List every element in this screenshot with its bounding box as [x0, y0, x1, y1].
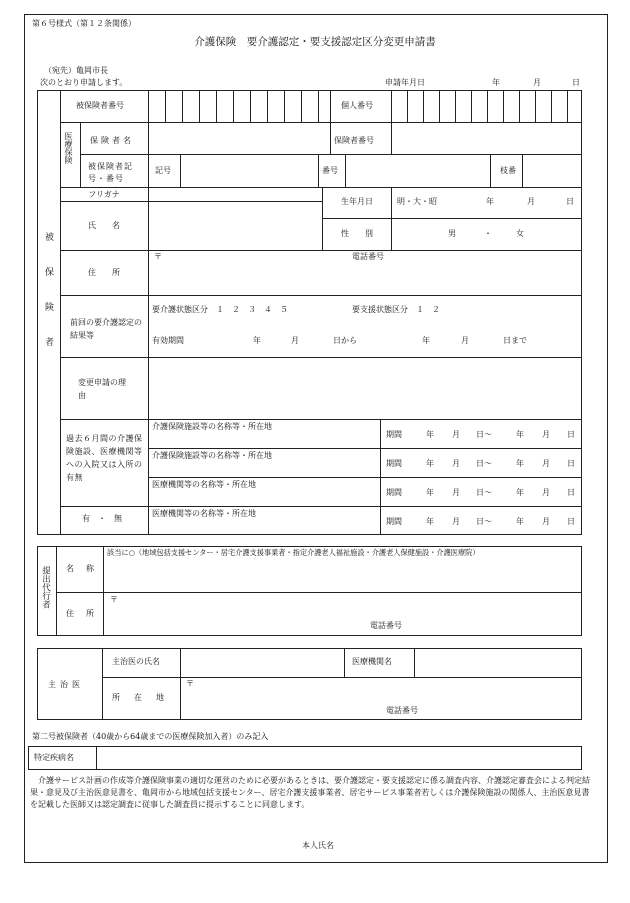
- sex-label: 性 別: [341, 229, 377, 238]
- app-year-label: 年: [492, 78, 500, 87]
- facility-3-year-from: 年: [426, 488, 434, 497]
- facility-2-label: 介護保険施設等の名称等・所在地: [152, 451, 272, 460]
- facility-2-day-to: 日: [567, 459, 575, 468]
- consent-text: 介護サービス計画の作成等介護保険事業の適切な運営のために必要があるときは、要介護認定・要支援認定に係る調査内容、介護認定審査会による判定結果・意見及び主治医意見書を、亀岡市から地域包括支援センター、居宅介護支援事業者、居宅サービス事業者若しくは介護保険施設の関係人、主治医意見書を記載した医師又は認定調査に従事した調査員に提示することに同意します。: [30, 776, 590, 809]
- facility-4-day-to: 日: [567, 517, 575, 526]
- facility-3-label: 医療機関等の名称等・所在地: [152, 480, 256, 489]
- insured-section-label: 被保険者: [43, 232, 53, 372]
- facility-3-tilde: 日～: [476, 488, 492, 497]
- facility-4-tilde: 日～: [476, 517, 492, 526]
- agent-phone-label: 電話番号: [370, 621, 402, 630]
- valid-period-label: 有効期間: [152, 336, 184, 345]
- facility-1-year-to: 年: [516, 430, 524, 439]
- birth-year-label: 年: [486, 197, 494, 206]
- vp-from-month: 月: [291, 336, 299, 345]
- doctor-name-label: 主治医の氏名: [112, 657, 160, 666]
- hospital-history-label: 過去６月間の介護保険施設、医療機関等への入院又は入所の有無: [66, 434, 143, 482]
- addressee: （宛先）亀岡市長: [44, 66, 108, 75]
- birth-month-label: 月: [527, 197, 535, 206]
- insurer-name-label: 保険者名: [90, 136, 134, 145]
- facility-1-label: 介護保険施設等の名称等・所在地: [152, 422, 272, 431]
- facility-2-year-to: 年: [516, 459, 524, 468]
- facility-3-day-to: 日: [567, 488, 575, 497]
- symbol-label: 記号: [155, 166, 171, 175]
- care-levels[interactable]: 要介護状態区分 １ ２ ３ ４ ５: [152, 305, 288, 314]
- personal-number-label: 個人番号: [341, 101, 373, 110]
- facility-3-month-from: 月: [452, 488, 460, 497]
- application-date-label: 申請年月日: [385, 78, 425, 87]
- insured-number-label: 被保険者番号: [76, 101, 124, 110]
- doctor-section-label: 主治医: [48, 680, 84, 689]
- facility-4-month-to: 月: [542, 517, 550, 526]
- vp-until-month: 月: [461, 336, 469, 345]
- furigana-label: フリガナ: [88, 190, 120, 199]
- facility-4-year-from: 年: [426, 517, 434, 526]
- facility-3-period-label: 期間: [386, 488, 402, 497]
- facility-1-tilde: 日～: [476, 430, 492, 439]
- signature-label: 本人氏名: [302, 841, 334, 850]
- facility-1-year-from: 年: [426, 430, 434, 439]
- intro-text: 次のとおり申請します。: [40, 78, 128, 87]
- facility-4-period-label: 期間: [386, 517, 402, 526]
- agent-section: [37, 546, 582, 636]
- facility-3-month-to: 月: [542, 488, 550, 497]
- facility-1-month-from: 月: [452, 430, 460, 439]
- facility-1-day-to: 日: [567, 430, 575, 439]
- doctor-postal-mark: 〒: [186, 679, 194, 688]
- insurer-number-label: 保険者番号: [334, 136, 374, 145]
- insured-symbol-number-label: 被保険者記号・番号: [88, 162, 133, 183]
- address-phone-label: 電話番号: [352, 252, 384, 261]
- app-day-label: 日: [572, 78, 580, 87]
- facility-1-period-label: 期間: [386, 430, 402, 439]
- facility-2-month-to: 月: [542, 459, 550, 468]
- facility-2-tilde: 日～: [476, 459, 492, 468]
- name-label: 氏 名: [88, 221, 124, 230]
- institution-name-label: 医療機関名: [352, 657, 392, 666]
- vp-until-year: 年: [422, 336, 430, 345]
- second-insured-note: 第二号被保険者（40歳から64歳までの医療保険加入者）のみ記入: [32, 732, 269, 741]
- birth-day-label: 日: [566, 197, 574, 206]
- branch-number-label: 枝番: [500, 166, 516, 175]
- birth-date-label: 生年月日: [341, 197, 373, 206]
- disease-name-label: 特定疾病名: [34, 753, 74, 762]
- form-number: 第６号様式（第１２条関係）: [32, 19, 136, 28]
- facility-4-label: 医療機関等の名称等・所在地: [152, 509, 256, 518]
- agent-postal-mark: 〒: [110, 595, 118, 604]
- vp-from-label: 日から: [333, 336, 357, 345]
- facility-3-year-to: 年: [516, 488, 524, 497]
- disease-row: [28, 746, 582, 770]
- address-postal-mark: 〒: [154, 252, 162, 261]
- address-label: 住 所: [88, 268, 124, 277]
- medical-insurance-label: 医療保険: [64, 132, 73, 164]
- yes-no-options[interactable]: 有 ・ 無: [82, 514, 122, 523]
- agent-name-label: 名 称: [66, 564, 96, 573]
- doctor-location-label: 所 在 地: [112, 693, 167, 702]
- form-title: 介護保険 要介護認定・要支援認定区分変更申請書: [194, 36, 436, 48]
- agent-section-label: 提出代行者: [40, 566, 51, 609]
- vp-until-label: 日まで: [503, 336, 527, 345]
- app-month-label: 月: [533, 78, 541, 87]
- sex-male-option[interactable]: 男: [448, 229, 456, 238]
- facility-2-period-label: 期間: [386, 459, 402, 468]
- agent-address-label: 住 所: [66, 609, 96, 618]
- prev-result-label: 前回の要介護認定の結果等: [70, 318, 142, 340]
- facility-4-year-to: 年: [516, 517, 524, 526]
- facility-2-month-from: 月: [452, 459, 460, 468]
- era-options[interactable]: 明・大・昭: [397, 197, 437, 206]
- sex-female-option[interactable]: 女: [516, 229, 524, 238]
- facility-1-month-to: 月: [542, 430, 550, 439]
- number-label: 番号: [322, 166, 338, 175]
- facility-2-year-from: 年: [426, 459, 434, 468]
- agent-category[interactable]: 該当に○（地域包括支援センター・居宅介護支援事業者・指定介護老人福祉施設・介護老人保健施設・介護医療院）: [107, 548, 480, 557]
- support-levels[interactable]: 要支援状態区分 １ ２: [352, 305, 440, 314]
- doctor-phone-label: 電話番号: [386, 706, 418, 715]
- vp-from-year: 年: [253, 336, 261, 345]
- facility-4-month-from: 月: [452, 517, 460, 526]
- change-reason-label: 変更申請の理由: [78, 378, 126, 400]
- sex-separator: ・: [484, 229, 492, 238]
